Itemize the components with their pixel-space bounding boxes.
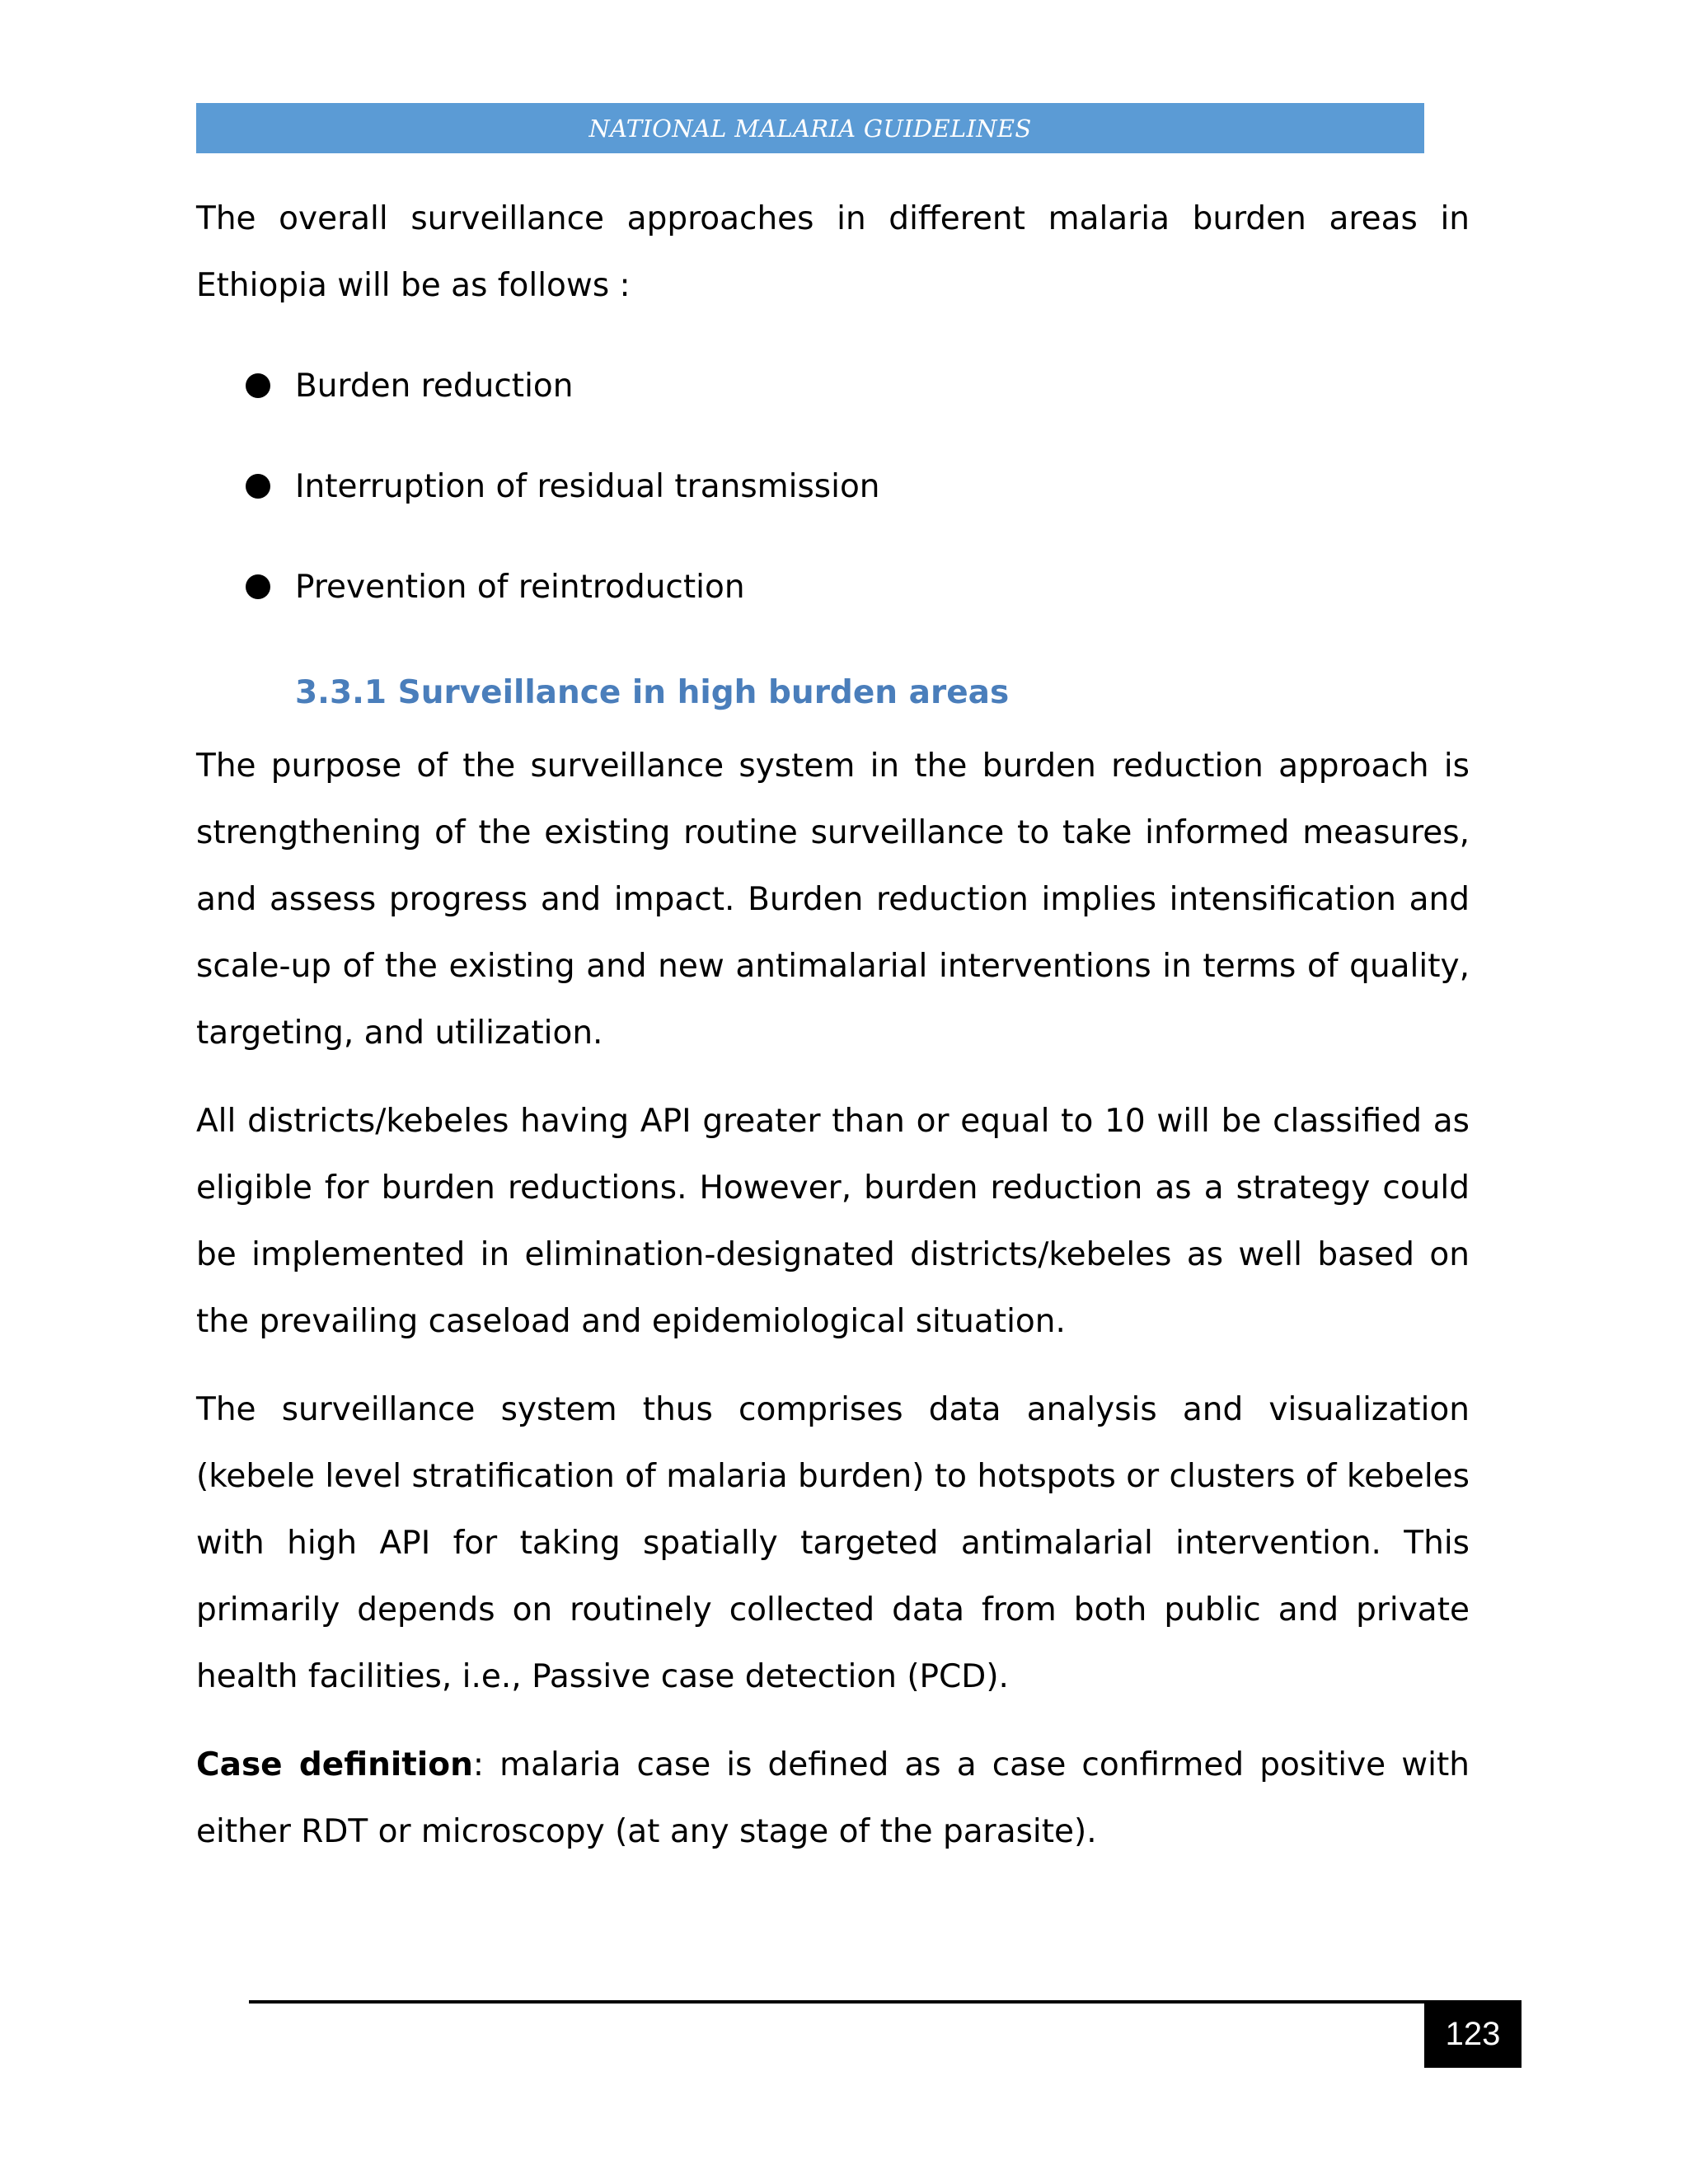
page-number: 123: [1424, 2000, 1522, 2068]
page-content: [196, 185, 1470, 1865]
paragraph-case-definition: [196, 1732, 1470, 1865]
bullet-icon: [246, 474, 270, 499]
case-definition-text: : malaria case is defined as a case confirmed positive with either RDT or microscopy (at any stage of the parasite).: [196, 1746, 1470, 1850]
intro-paragraph: The overall surveillance approaches in different malaria burden areas in Ethiopia will be as follows :: [196, 200, 1470, 304]
list-item-label: Interruption of residual transmission: [295, 467, 880, 505]
list-item-label: Prevention of reintroduction: [295, 568, 745, 606]
bullet-icon: [246, 373, 270, 398]
paragraph-eligibility: All districts/kebeles having API greater than or equal to 10 will be classified as eligible for burden reductions. However, burden reduction as a strategy could be implemented in elimination-designated districts/kebeles as well based on the prevailing caseload and epidemiological situation.: [196, 1103, 1470, 1340]
paragraph-system: The surveillance system thus comprises data analysis and visualization (kebele level stratification of malaria burden) to hotspots or clusters of kebeles with high API for taking spatially targeted antimalarial intervention. This primarily depends on routinely collected data from both public and private health facilities, i.e., Passive case detection (PCD).: [196, 1391, 1470, 1695]
list-item-label: Burden reduction: [295, 367, 574, 405]
list-item: [246, 436, 1470, 537]
list-item: [246, 335, 1470, 436]
bullet-icon: [246, 574, 270, 599]
footer-divider: [249, 2000, 1424, 2004]
list-item: [246, 537, 1470, 637]
header-bar: [196, 103, 1424, 153]
bullet-list: [196, 335, 1470, 637]
section-heading: 3.3.1 Surveillance in high burden areas: [295, 674, 1010, 711]
case-definition-label: Case definition: [196, 1746, 473, 1783]
header-title: NATIONAL MALARIA GUIDELINES: [588, 114, 1032, 143]
paragraph-purpose: The purpose of the surveillance system in the burden reduction approach is strengthening of the existing routine surveillance to take informed measures, and assess progress and impact. Burden reduction implies intensification and scale-up of the existing and new antimalarial interventions in terms of quality, targeting, and utilization.: [196, 748, 1470, 1052]
